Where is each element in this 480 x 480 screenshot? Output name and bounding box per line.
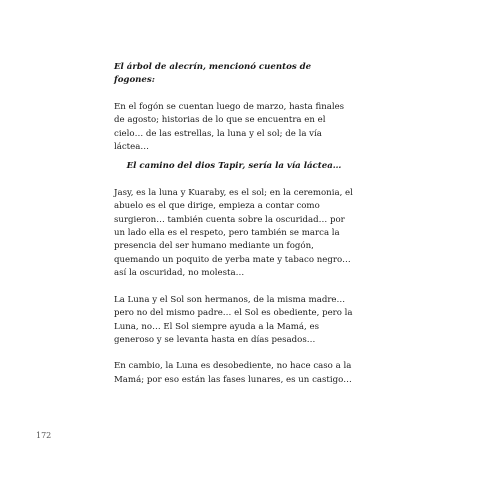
paragraph-2: Jasy, es la luna y Kuaraby, es el sol; en la ceremonia, el abuelo es el que dirige, empieza a contar como surgieron… también cuenta sobre la oscuridad… por un lado ella es el respeto, pero también se marca la presencia del ser humano mediante un fogón, quemando un poquito de yerba mate y tabaco negro… así la oscuridad, no molesta… [114, 187, 353, 279]
paragraph-1: En el fogón se cuentan luego de marzo, hasta finales de agosto; historias de lo que se encuentra en el cielo… de las estrellas, la luna y el sol; de la vía láctea… [114, 101, 345, 153]
text-column [114, 61, 354, 387]
section-heading-2: El camino del dios Tapir, sería la vía láctea… [126, 161, 342, 172]
paragraph-3: La Luna y el Sol son hermanos, de la misma madre… pero no del mismo padre… el Sol es obediente, pero la Luna, no… El Sol siempre ayuda a la Mamá, es generoso y se levanta hasta en días pesados… [114, 294, 353, 345]
section-heading-1: El árbol de alecrín, mencionó cuentos de fogones: [114, 62, 312, 86]
page-number: 172 [36, 431, 52, 440]
paragraph-4: En cambio, la Luna es desobediente, no hace caso a la Mamá; por eso están las fases lunares, es un castigo… [114, 361, 352, 385]
